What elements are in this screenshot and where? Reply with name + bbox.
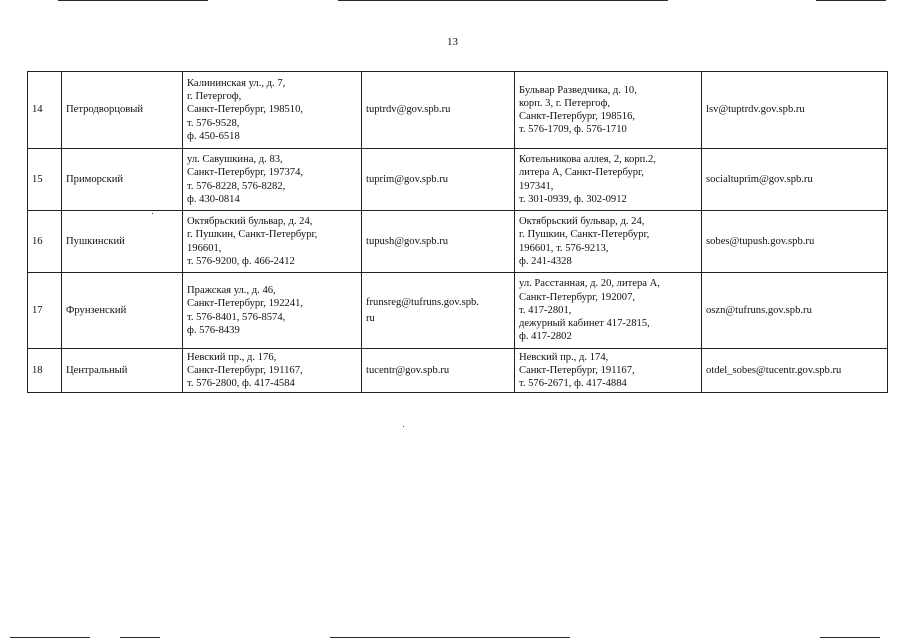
row-number: 16	[32, 235, 43, 247]
address-line: Невский пр., д. 176,	[187, 351, 277, 363]
email-line: tucentr@gov.spb.ru	[366, 364, 450, 376]
social-department-email-cell	[702, 211, 888, 273]
district-name: Приморский	[66, 173, 124, 185]
address-line: т. 576-2800, ф. 417-4584	[187, 378, 295, 390]
email-line: tupush@gov.spb.ru	[366, 235, 449, 247]
address-line: т. 576-9528,	[187, 117, 240, 129]
district-cell	[62, 72, 183, 149]
scan-edge-bottom	[820, 637, 880, 638]
address-line: т. 417-2801,	[519, 304, 572, 316]
address-line: Санкт-Петербург, 192241,	[187, 298, 304, 310]
email-line: ru	[366, 312, 375, 324]
email-line: oszn@tufruns.gov.spb.ru	[706, 304, 812, 316]
table-row	[28, 211, 888, 273]
row-number: 17	[32, 304, 43, 316]
administration-email-cell	[362, 211, 515, 273]
district-cell	[62, 149, 183, 211]
scan-edge-bottom	[330, 637, 570, 638]
email-line: otdel_sobes@tucentr.gov.spb.ru	[706, 364, 842, 376]
social-department-address-cell	[515, 349, 702, 393]
address-line: Санкт-Петербург, 191167,	[519, 364, 635, 376]
address-line: 196601,	[187, 242, 222, 254]
social-department-email-cell	[702, 72, 888, 149]
scan-edge-top	[816, 0, 886, 1]
administration-email-cell	[362, 273, 515, 349]
row-number-cell	[28, 349, 62, 393]
address-line: литера А, Санкт-Петербург,	[519, 167, 644, 179]
address-line: дежурный кабинет 417-2815,	[519, 318, 650, 330]
address-line: т. 576-2671, ф. 417-4884	[519, 378, 627, 390]
social-department-address-cell	[515, 149, 702, 211]
district-cell	[62, 273, 183, 349]
row-number-cell	[28, 149, 62, 211]
administration-address-cell	[183, 149, 362, 211]
address-line: г. Пушкин, Санкт-Петербург,	[187, 229, 318, 241]
table-row	[28, 149, 888, 211]
district-cell	[62, 211, 183, 273]
address-line: Невский пр., д. 174,	[519, 351, 609, 363]
social-department-email-cell	[702, 149, 888, 211]
address-line: т. 576-8401, 576-8574,	[187, 311, 286, 323]
address-line: ф. 576-8439	[187, 324, 240, 336]
address-line: Котельникова аллея, 2, корп.2,	[519, 154, 656, 166]
address-line: Санкт-Петербург, 191167,	[187, 364, 303, 376]
address-line: ф. 417-2802	[519, 331, 572, 343]
email-line: lsv@tuptrdv.gov.spb.ru	[706, 104, 805, 116]
page-number: 13	[447, 36, 458, 48]
scan-edge-bottom	[120, 637, 160, 638]
email-line: socialtuprim@gov.spb.ru	[706, 173, 813, 185]
address-line: Калининская ул., д. 7,	[187, 77, 286, 89]
address-line: Санкт-Петербург, 198510,	[187, 104, 304, 116]
district-cell	[62, 349, 183, 393]
row-number: 14	[32, 104, 43, 116]
administration-email-cell	[362, 349, 515, 393]
email-line: frunsreg@tufruns.gov.spb.	[366, 296, 479, 308]
address-line: Пражская ул., д. 46,	[187, 285, 276, 297]
address-line: т. 576-8228, 576-8282,	[187, 180, 286, 192]
address-line: ул. Савушкина, д. 83,	[187, 154, 283, 166]
address-line: т. 576-9200, ф. 466-2412	[187, 255, 295, 267]
scan-edge-top	[338, 0, 668, 1]
address-line: Октябрьский бульвар, д. 24,	[519, 216, 645, 228]
social-department-email-cell	[702, 349, 888, 393]
table-row	[28, 273, 888, 349]
address-line: Санкт-Петербург, 192007,	[519, 291, 636, 303]
address-line: 197341,	[519, 180, 554, 192]
scan-edge-top	[58, 0, 208, 1]
administration-email-cell	[362, 149, 515, 211]
scan-speck	[403, 426, 404, 427]
row-number: 18	[32, 364, 43, 376]
district-name: Центральный	[66, 364, 128, 376]
address-line: корп. 3, г. Петергоф,	[519, 97, 611, 109]
email-line: sobes@tupush.gov.spb.ru	[706, 235, 815, 247]
administration-address-cell	[183, 211, 362, 273]
scan-edge-bottom	[10, 637, 90, 638]
address-line: ул. Расстанная, д. 20, литера А,	[519, 278, 660, 290]
table-row	[28, 72, 888, 149]
social-department-email-cell	[702, 273, 888, 349]
row-number-cell	[28, 211, 62, 273]
scan-speck	[152, 213, 153, 214]
administration-email-cell	[362, 72, 515, 149]
address-line: 196601, т. 576-9213,	[519, 242, 609, 254]
social-department-address-cell	[515, 273, 702, 349]
email-line: tuptrdv@gov.spb.ru	[366, 104, 451, 115]
address-line: Октябрьский бульвар, д. 24,	[187, 216, 313, 228]
email-line: tuprim@gov.spb.ru	[366, 173, 449, 185]
row-number-cell	[28, 273, 62, 349]
address-line: т. 301-0939, ф. 302-0912	[519, 193, 627, 205]
address-line: г. Пушкин, Санкт-Петербург,	[519, 229, 650, 241]
address-line: ф. 430-0814	[187, 193, 240, 205]
table-row	[28, 349, 888, 393]
district-name: Фрунзенский	[66, 304, 127, 316]
row-number-cell	[28, 72, 62, 149]
address-line: т. 576-1709, ф. 576-1710	[519, 124, 627, 136]
district-contacts-table	[27, 71, 888, 393]
row-number: 15	[32, 173, 43, 185]
address-line: ф. 241-4328	[519, 255, 572, 267]
address-line: Санкт-Петербург, 198516,	[519, 111, 636, 122]
address-line: ф. 450-6518	[187, 130, 240, 142]
address-line: г. Петергоф,	[187, 91, 242, 103]
district-name: Петродворцовый	[66, 104, 144, 116]
district-name: Пушкинский	[66, 235, 125, 247]
social-department-address-cell	[515, 72, 702, 149]
social-department-address-cell	[515, 211, 702, 273]
address-line: Бульвар Разведчика, д. 10,	[519, 84, 637, 96]
administration-address-cell	[183, 349, 362, 393]
administration-address-cell	[183, 273, 362, 349]
administration-address-cell	[183, 72, 362, 149]
address-line: Санкт-Петербург, 197374,	[187, 167, 304, 179]
